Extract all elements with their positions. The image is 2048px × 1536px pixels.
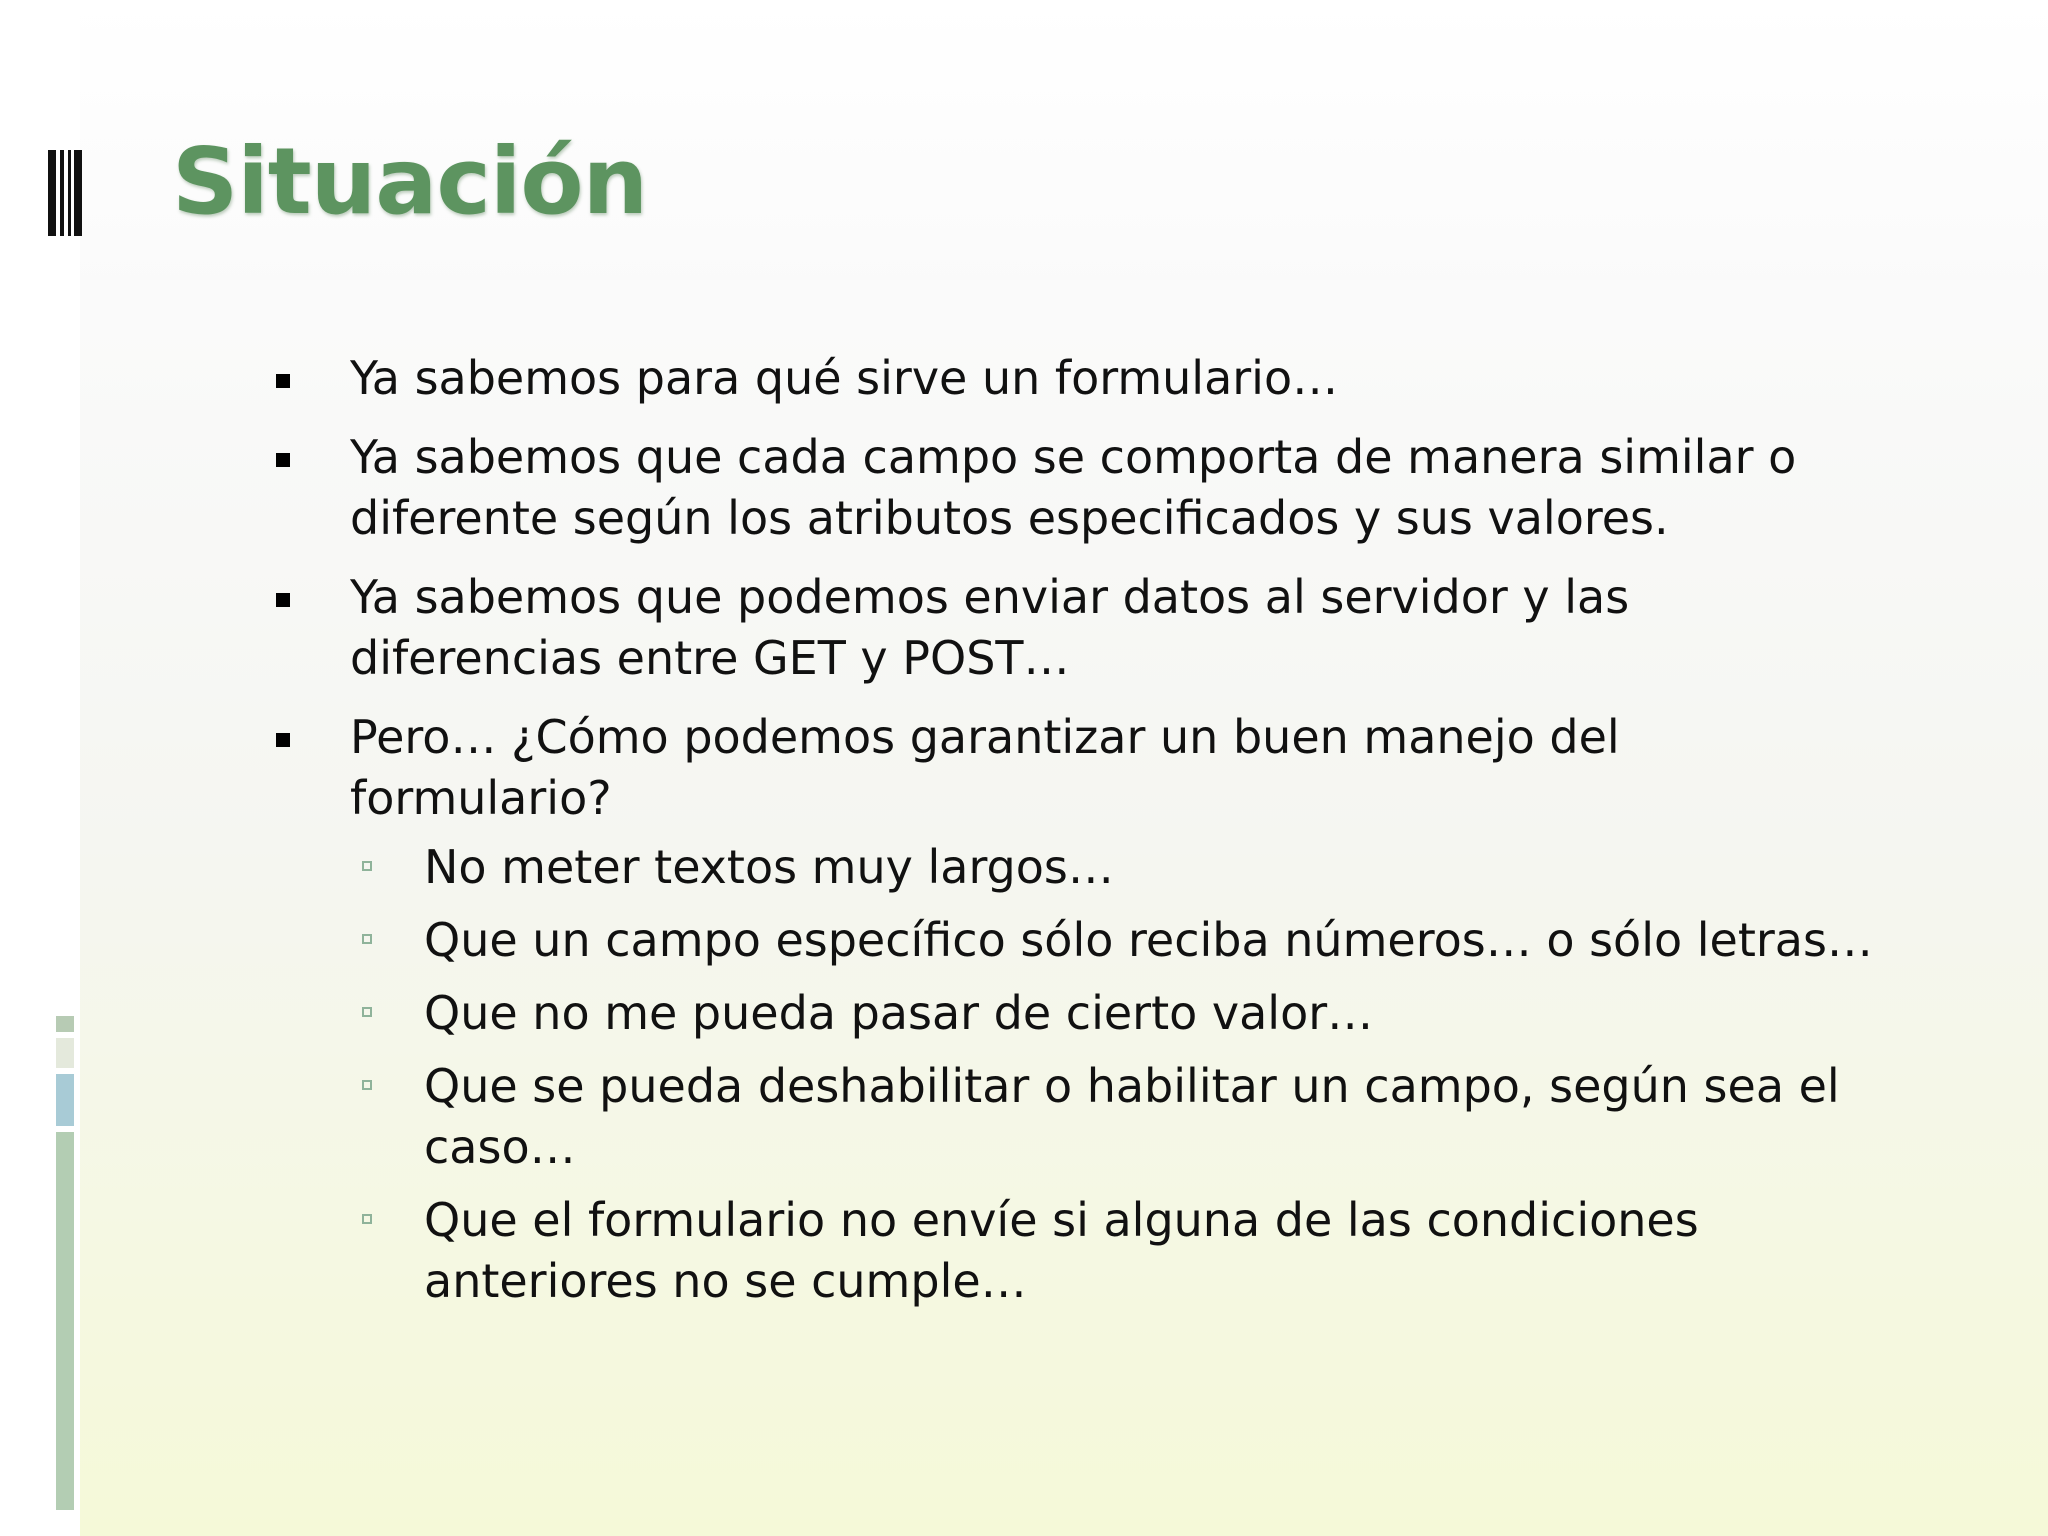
sub-bullet-text: Que un campo específico sólo reciba números… o sólo letras… <box>424 913 1873 967</box>
square-bullet-icon <box>276 593 290 607</box>
sub-list-item <box>270 1056 1890 1178</box>
sub-bullet-text: No meter textos muy largos… <box>424 840 1114 894</box>
bullet-list <box>270 348 1890 1324</box>
bullet-text: Ya sabemos para qué sirve un formulario… <box>350 351 1339 405</box>
sub-bullet-text: Que el formulario no envíe si alguna de las condiciones anteriores no se cumple… <box>424 1193 1699 1308</box>
bullet-text: Pero… ¿Cómo podemos garantizar un buen manejo del formulario? <box>350 710 1620 825</box>
square-bullet-icon <box>276 733 290 747</box>
bullet-text: Ya sabemos que podemos enviar datos al servidor y las diferencias entre GET y POST… <box>350 570 1630 685</box>
list-item <box>270 707 1890 829</box>
hollow-square-bullet-icon <box>362 1080 372 1090</box>
list-item <box>270 427 1890 549</box>
sub-list-item <box>270 837 1890 898</box>
list-item <box>270 348 1890 409</box>
bullet-text: Ya sabemos que cada campo se comporta de manera similar o diferente según los atributos especificados y sus valores. <box>350 430 1797 545</box>
slide-title: Situación <box>172 128 648 235</box>
sub-bullet-text: Que no me pueda pasar de cierto valor… <box>424 986 1374 1040</box>
sub-bullet-text: Que se pueda deshabilitar o habilitar un campo, según sea el caso… <box>424 1059 1840 1174</box>
square-bullet-icon <box>276 453 290 467</box>
sub-list-item <box>270 910 1890 971</box>
sub-list-item <box>270 1190 1890 1312</box>
hollow-square-bullet-icon <box>362 1007 372 1017</box>
list-item <box>270 567 1890 689</box>
sub-list-item <box>270 983 1890 1044</box>
hollow-square-bullet-icon <box>362 1214 372 1224</box>
hollow-square-bullet-icon <box>362 861 372 871</box>
hollow-square-bullet-icon <box>362 934 372 944</box>
square-bullet-icon <box>276 374 290 388</box>
title-bars-icon <box>48 150 82 236</box>
